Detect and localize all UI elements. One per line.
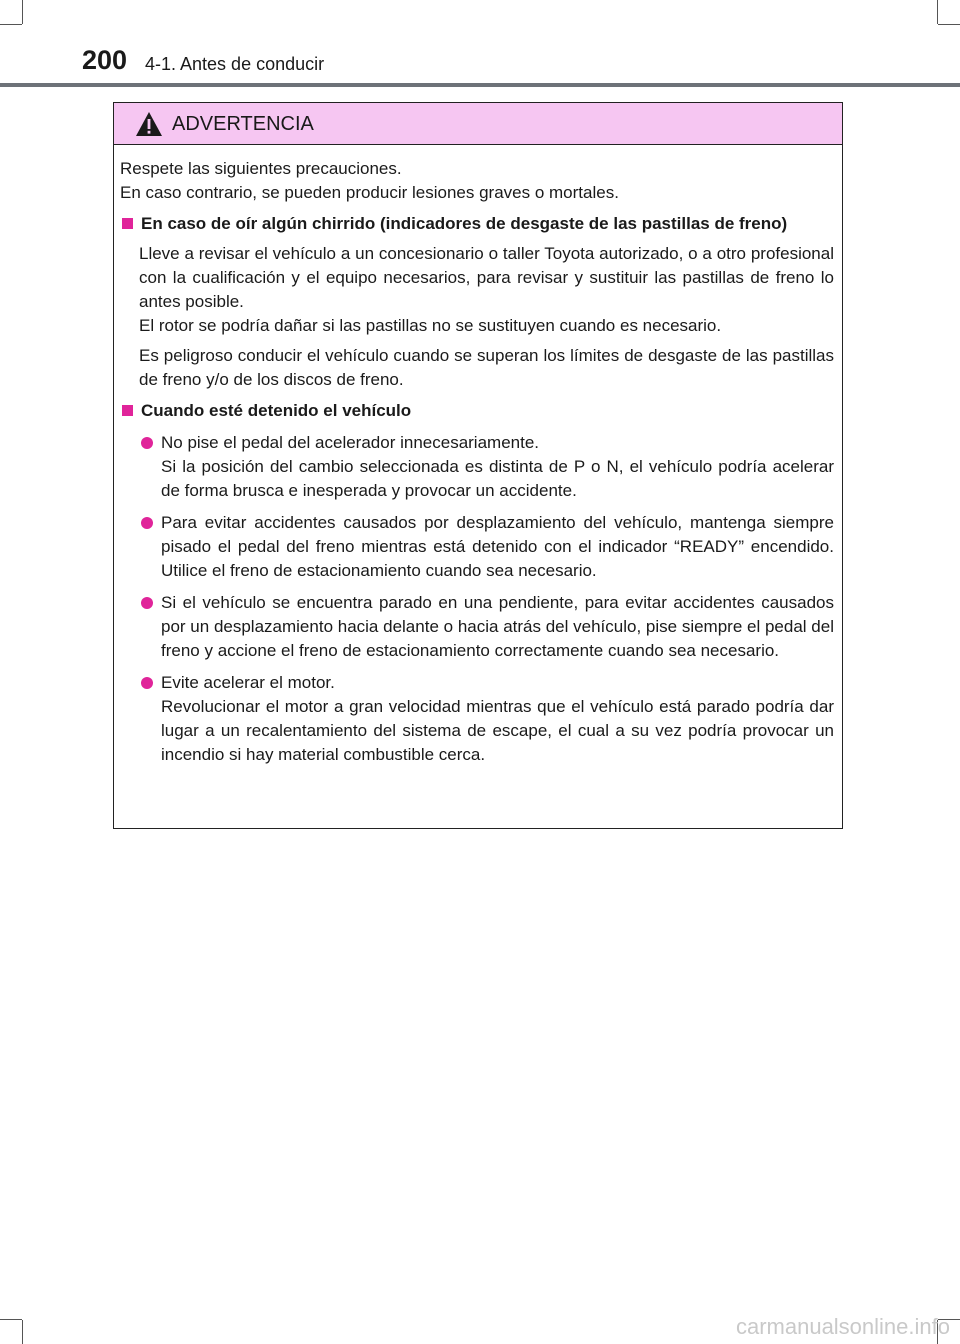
watermark: carmanualsonline.info	[735, 1314, 950, 1339]
warning-triangle-icon	[135, 111, 163, 137]
warning-header	[114, 103, 842, 145]
warning-title: ADVERTENCIA	[172, 113, 314, 135]
list-item	[139, 671, 834, 767]
list-item	[139, 511, 834, 583]
paragraph	[139, 344, 834, 392]
header-divider	[0, 83, 960, 87]
page-header	[0, 0, 960, 90]
square-bullet-icon	[122, 405, 133, 416]
circle-bullet-icon	[141, 437, 153, 449]
page-number: 200	[82, 45, 128, 75]
paragraph-line: Lleve a revisar el vehículo a un concesionario o taller Toyota autorizado, o a otro profesional con la cualificación y el equipo necesarios, para revisar y sustituir las pastillas de freno lo antes posible.	[139, 244, 834, 311]
list-item-line: Si la posición del cambio seleccionada es distinta de P o N, el vehículo podría acelerar de forma brusca e inesperada y provocar un accidente.	[161, 457, 834, 500]
section-brake-squeal	[120, 212, 834, 392]
warning-body	[114, 145, 842, 767]
section-vehicle-stopped	[120, 399, 834, 767]
list-item-line: Evite acelerar el motor.	[161, 673, 335, 692]
circle-bullet-icon	[141, 517, 153, 529]
crop-mark	[22, 1320, 23, 1344]
crop-mark	[0, 1319, 22, 1320]
intro-line: Respete las siguientes precauciones.	[120, 159, 402, 178]
list-item	[139, 431, 834, 503]
section-title: 4-1. Antes de conducir	[145, 54, 325, 74]
section-heading: En caso de oír algún chirrido (indicadores de desgaste de las pastillas de freno)	[120, 212, 834, 236]
warning-box	[113, 102, 843, 829]
circle-bullet-icon	[141, 677, 153, 689]
circle-bullet-icon	[141, 597, 153, 609]
list-item-line: Para evitar accidentes causados por desplazamiento del vehículo, mantenga siempre pisado el pedal del freno mientras está detenido con el indicador “READY” encendido. Utilice el freno de estacionamiento cuando sea necesario.	[161, 513, 834, 580]
paragraph	[139, 242, 834, 338]
list-item-line: No pise el pedal del acelerador innecesariamente.	[161, 433, 540, 452]
intro-line: En caso contrario, se pueden producir lesiones graves o mortales.	[120, 183, 619, 202]
square-bullet-icon	[122, 218, 133, 229]
paragraph-line: Es peligroso conducir el vehículo cuando se superan los límites de desgaste de las pastillas de freno y/o de los discos de freno.	[139, 346, 834, 389]
list-item-line: Si el vehículo se encuentra parado en una pendiente, para evitar accidentes causados por un desplazamiento hacia delante o hacia atrás del vehículo, pise siempre el pedal del freno y accione el freno de estacionamiento correctamente cuando sea necesario.	[161, 593, 834, 660]
section-heading: Cuando esté detenido el vehículo	[120, 399, 834, 423]
paragraph-line: El rotor se podría dañar si las pastillas no se sustituyen cuando es necesario.	[139, 316, 722, 335]
list-item-line: Revolucionar el motor a gran velocidad mientras que el vehículo está parado podría dar lugar a un recalentamiento del sistema de escape, el cual a su vez podría provocar un incendio si hay material combustible cerca.	[161, 697, 834, 764]
warning-intro	[120, 157, 834, 205]
list-item	[139, 591, 834, 663]
